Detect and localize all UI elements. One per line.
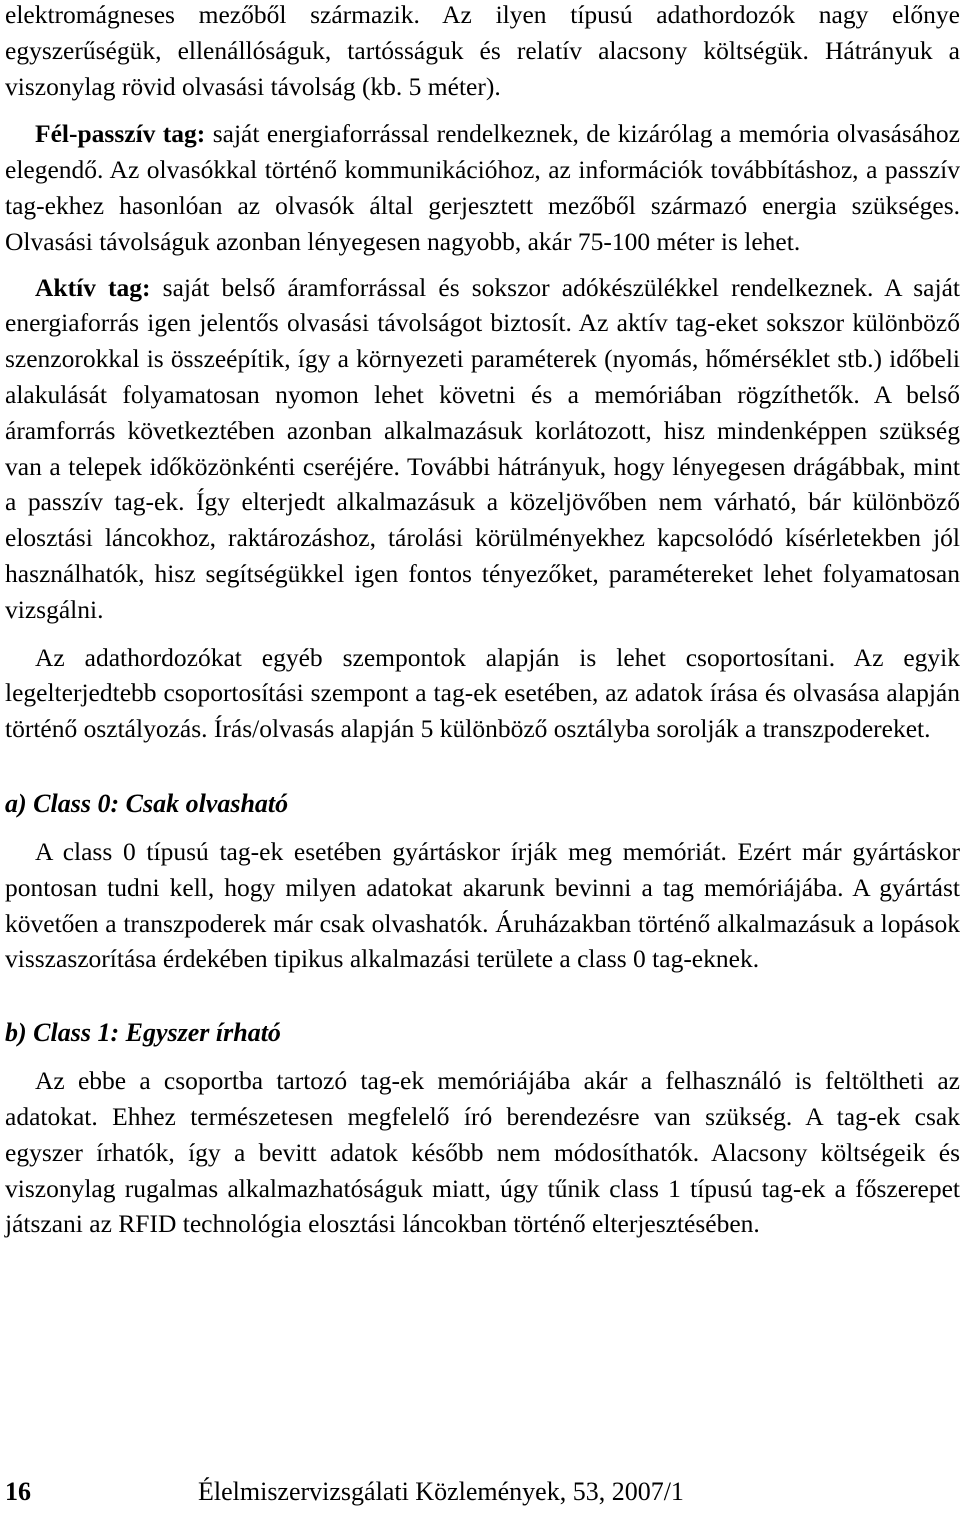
paragraph-class-0: A class 0 típusú tag-ek esetében gyártáskor írják meg memóriát. Ezért már gyártáskor pontosan tudni kell, hogy milyen adatokat akarunk bevinni a tag memóriájába. A gyártást követően a transzpoderek már csak olvashatók. Áruházakban történő alkalmazásuk a lopások visszaszorítása érdekében tipikus alkalmazási területe a class 0 tag-eknek. [5, 836, 960, 974]
text-semi-passive: saját energiaforrással rendelkeznek, de kizárólag a memória olvasásához elegendő. Az olvasókkal történő kommunikációhoz, az információk továbbításhoz, a passzív tag-ekhez hasonlóan az olvasók által gerjesztett mezőből származó energia szükséges. Olvasási távolságuk azonban lényegesen nagyobb, akár 75-100 méter is lehet. [5, 119, 960, 256]
term-active: Aktív tag: [35, 272, 151, 302]
paragraph-continuation: elektromágneses mezőből származik. Az ilyen típusú adathordozók nagy előnye egyszerűségük, ellenállóságuk, tartósságuk és relatív alacsony költségük. Hátrányuk a viszonylag rövid olvasási távolság (kb. 5 méter). [5, 0, 960, 101]
heading-class-1: b) Class 1: Egyszer írható [5, 1018, 281, 1048]
document-page [5, 0, 960, 1242]
term-semi-passive: Fél-passzív tag: [35, 119, 206, 149]
paragraph-semi-passive-tag [5, 116, 960, 259]
paragraph-active-tag [5, 270, 960, 628]
page-number: 16 [5, 1477, 31, 1506]
paragraph-class-1: Az ebbe a csoportba tartozó tag-ek memóriájába akár a felhasználó is feltöltheti az adatokat. Ehhez természetesen megfelelő író berendezésre van szükség. A tag-ek csak egyszer írhatók, így a bevitt adatok később nem módosíthatók. Alacsony költségeik és viszonylag rugalmas alkalmazhatóságuk miatt, úgy tűnik class 1 típusú tag-ek a főszerepet játszani az RFID technológia elosztási láncokban történő elterjesztésében. [5, 1066, 960, 1239]
text-active: saját belső áramforrással és sokszor adókészülékkel rendelkeznek. A saját energiaforrás igen jelentős olvasási távolságot biztosít. Az aktív tag-eket sokszor különböző szenzorokkal is összeépítik, így a környezeti paraméterek (nyomás, hőmérséklet stb.) időbeli alakulását folyamatosan nyomon lehet követni és a memóriában rögzíthetők. A belső áramforrás következtében azonban alkalmazásuk korlátozott, hisz mindenképpen szükség van a telepek időközönkénti cseréjére. További hátrányuk, hogy lényegesen drágábbak, mint a passzív tag-ek. Így elterjedt alkalmazásuk a közeljövőben nem várható, bár különböző elosztási láncokhoz, raktározáshoz, tárolási körülményekhez kapcsolódó kísérletekben jól használhatók, hisz segítségükkel igen fontos tényezőket, paramétereket lehet folyamatosan vizsgálni. [5, 272, 960, 624]
heading-class-0: a) Class 0: Csak olvasható [5, 788, 289, 818]
paragraph-classification: Az adathordozókat egyéb szempontok alapján is lehet csoportosítani. Az egyik legelterjedtebb csoportosítási szempont a tag-ek esetében, az adatok írása és olvasása alapján történő osztályozás. Írás/olvasás alapján 5 különböző osztályba sorolják a transzpodereket. [5, 642, 960, 744]
journal-citation: Élelmiszervizsgálati Közlemények, 53, 2007/1 [198, 1477, 684, 1506]
